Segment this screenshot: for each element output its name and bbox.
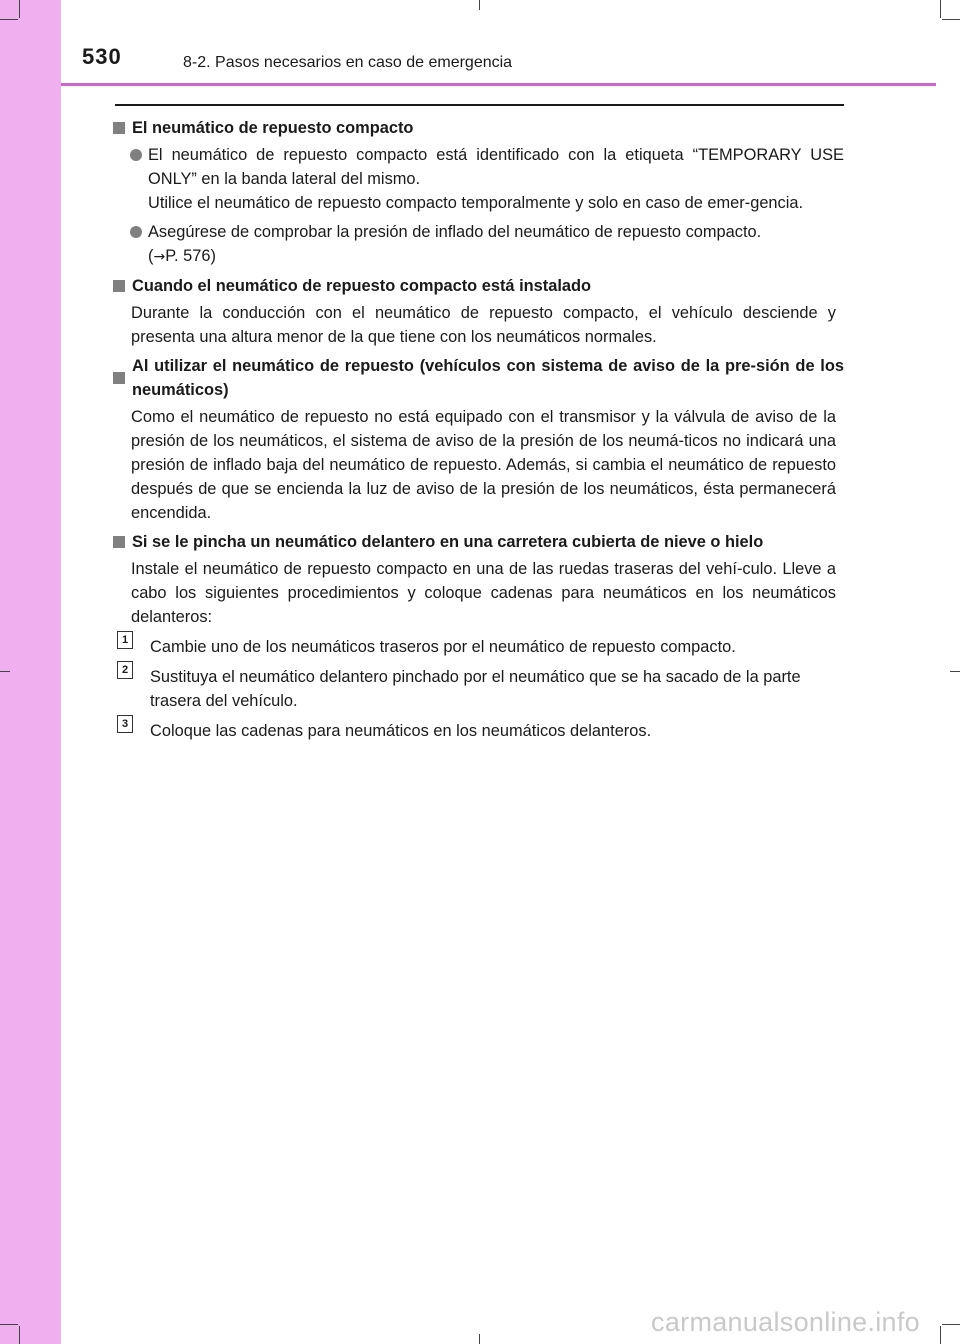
- crop-mark: [950, 671, 960, 672]
- bullet-text: Utilice el neumático de repuesto compacto temporalmente y solo en caso de emer-gencia.: [148, 194, 804, 212]
- header-rule: [61, 83, 936, 86]
- section-heading: Si se le pincha un neumático delantero en una carretera cubierta de nieve o hielo: [113, 530, 844, 554]
- crop-mark: [940, 1326, 941, 1344]
- step-number: 1: [117, 631, 133, 649]
- circle-bullet-icon: [130, 220, 148, 269]
- square-bullet-icon: [113, 116, 127, 140]
- step-text: Coloque las cadenas para neumáticos en los neumáticos delanteros.: [150, 722, 652, 740]
- square-bullet-icon: [113, 530, 127, 554]
- crop-mark: [0, 19, 18, 20]
- arrow-right-icon: →: [153, 249, 166, 265]
- crop-mark: [19, 1326, 20, 1344]
- bullet-text: El neumático de repuesto compacto está identificado con la etiqueta “TEMPORARY USE ONLY” en la banda lateral del mismo.: [148, 146, 844, 188]
- crop-mark: [0, 671, 10, 672]
- crop-mark: [940, 0, 941, 18]
- paragraph: Durante la conducción con el neumático de repuesto compacto, el vehículo desciende y presenta una altura menor de la que tiene con los neumáticos normales.: [131, 304, 836, 346]
- step-item: [117, 635, 844, 659]
- section-heading: Cuando el neumático de repuesto compacto está instalado: [113, 274, 844, 298]
- content-rule: [115, 104, 844, 106]
- section-heading: Al utilizar el neumático de repuesto (vehículos con sistema de aviso de la pre-sión de los neumáticos): [113, 354, 844, 402]
- step-item: [117, 665, 844, 713]
- step-item: [117, 719, 844, 743]
- bullet-text: Asegúrese de comprobar la presión de inflado del neumático de repuesto compacto.: [148, 223, 762, 241]
- circle-bullet-icon: [130, 143, 148, 215]
- crop-mark: [942, 19, 960, 20]
- crop-mark: [479, 0, 480, 10]
- square-bullet-icon: [113, 274, 127, 298]
- paragraph: Como el neumático de repuesto no está equipado con el transmisor y la válvula de aviso de la presión de los neumáticos, el sistema de aviso de la presión de los neumá-ticos no indicará una presión de inflado baja del neumático de repuesto. Además, si cambia el neumático de repuesto después de que se encienda la luz de aviso de la presión de los neumáticos, ésta permanecerá encendida.: [131, 408, 836, 522]
- square-bullet-icon: [113, 354, 127, 402]
- step-text: Cambie uno de los neumáticos traseros por el neumático de repuesto compacto.: [150, 638, 736, 656]
- section-heading: El neumático de repuesto compacto: [113, 116, 844, 140]
- page-content: [113, 114, 844, 749]
- page-reference[interactable]: (→P. 576): [148, 247, 216, 265]
- section-title: 8-2. Pasos necesarios en caso de emergencia: [183, 54, 513, 71]
- step-number: 3: [117, 715, 133, 733]
- page-number: 530: [82, 44, 122, 69]
- list-item: [130, 143, 844, 215]
- step-text: Sustituya el neumático delantero pinchado por el neumático que se ha sacado de la parte trasera del vehículo.: [150, 668, 801, 710]
- page-sidebar: [0, 0, 61, 1344]
- crop-mark: [479, 1334, 480, 1344]
- step-number: 2: [117, 661, 133, 679]
- crop-mark: [19, 0, 20, 18]
- crop-mark: [942, 1324, 960, 1325]
- crop-mark: [0, 1324, 18, 1325]
- paragraph: Instale el neumático de repuesto compacto en una de las ruedas traseras del vehí-culo. Lleve a cabo los siguientes procedimientos y coloque cadenas para neumáticos en los neumáticos delanteros:: [131, 560, 836, 626]
- watermark: carmanualsonline.info: [651, 1307, 920, 1337]
- list-item: [130, 220, 844, 269]
